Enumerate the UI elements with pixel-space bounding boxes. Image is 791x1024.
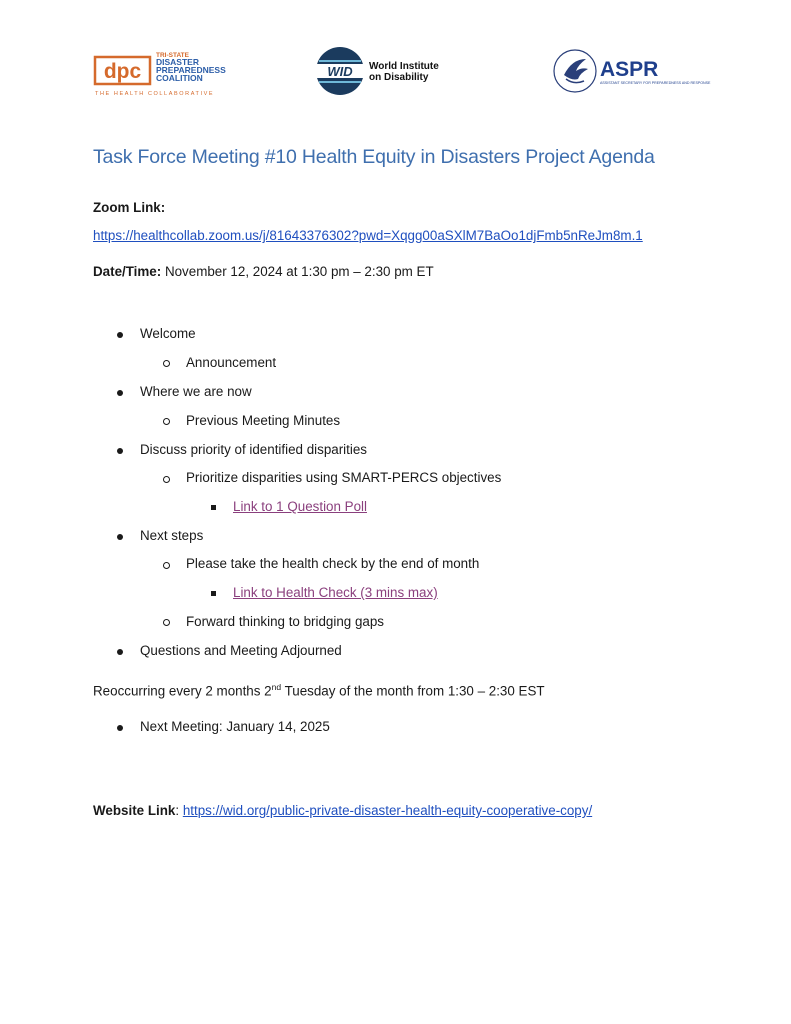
circle-bullet-icon	[163, 476, 170, 483]
agenda-subitem-health-check: Please take the health check by the end of month	[186, 556, 480, 571]
bullet-icon	[117, 332, 123, 338]
health-check-link[interactable]: Link to Health Check (3 mins max)	[233, 585, 438, 600]
agenda-subitem-announcement: Announcement	[186, 355, 277, 370]
bullet-icon	[117, 448, 123, 454]
svg-text:WID: WID	[327, 64, 353, 79]
recurring-pre: Reoccurring every 2 months 2	[93, 683, 272, 699]
svg-text:TRI-STATE: TRI-STATE	[156, 52, 189, 59]
circle-bullet-icon	[163, 562, 170, 569]
website-label: Website Link	[93, 803, 176, 818]
svg-text:PREPAREDNESS: PREPAREDNESS	[156, 65, 226, 75]
bullet-icon	[117, 534, 123, 540]
recurring-sup: nd	[271, 682, 282, 692]
bullet-icon	[117, 649, 123, 655]
zoom-label: Zoom Link:	[93, 200, 166, 215]
next-meeting: Next Meeting: January 14, 2025	[140, 719, 330, 734]
dpc-mark-text: dpc	[103, 60, 142, 83]
svg-text:on Disability: on Disability	[369, 72, 429, 83]
datetime-label: Date/Time:	[93, 264, 162, 279]
wid-logo	[313, 44, 458, 98]
agenda-item-discuss: Discuss priority of identified disparities	[140, 442, 367, 457]
svg-text:ASSISTANT SECRETARY FOR PREPAR: ASSISTANT SECRETARY FOR PREPAREDNESS AND RESPONSE	[600, 81, 711, 85]
svg-text:World Institute: World Institute	[369, 61, 439, 72]
svg-text:THE HEALTH COLLABORATIVE: THE HEALTH COLLABORATIVE	[95, 91, 215, 97]
circle-bullet-icon	[163, 619, 170, 626]
svg-text:DISASTER: DISASTER	[156, 57, 199, 67]
square-bullet-icon	[211, 505, 216, 510]
agenda-item-questions: Questions and Meeting Adjourned	[140, 643, 342, 658]
circle-bullet-icon	[163, 418, 170, 425]
svg-text:COALITION: COALITION	[156, 73, 203, 83]
website-link[interactable]: https://wid.org/public-private-disaster-health-equity-cooperative-copy/	[182, 803, 593, 818]
agenda-item-where: Where we are now	[140, 384, 252, 399]
square-bullet-icon	[211, 591, 216, 596]
agenda-item-next-steps: Next steps	[140, 528, 204, 543]
dpc-logo	[93, 45, 228, 100]
poll-link[interactable]: Link to 1 Question Poll	[233, 499, 367, 514]
recurring-line	[93, 682, 545, 698]
datetime-value: November 12, 2024 at 1:30 pm – 2:30 pm ET	[161, 264, 434, 279]
aspr-logo	[552, 45, 711, 97]
website-colon: :	[175, 803, 183, 818]
zoom-link[interactable]: https://healthcollab.zoom.us/j/81643376302?pwd=Xqgg00aSXlM7BaOo1djFmb5nReJm8m.1	[93, 228, 643, 243]
recurring-post: Tuesday of the month from 1:30 – 2:30 EST	[281, 683, 545, 699]
svg-text:ASPR: ASPR	[600, 58, 659, 81]
agenda-subitem-prioritize: Prioritize disparities using SMART-PERCS objectives	[186, 470, 502, 485]
page-title: Task Force Meeting #10 Health Equity in Disasters Project Agenda	[93, 146, 655, 168]
agenda-subitem-forward: Forward thinking to bridging gaps	[186, 614, 384, 629]
bullet-icon	[117, 725, 123, 731]
website-line	[93, 803, 592, 818]
circle-bullet-icon	[163, 360, 170, 367]
datetime-line	[93, 264, 434, 279]
bullet-icon	[117, 390, 123, 396]
agenda-subitem-minutes: Previous Meeting Minutes	[186, 413, 341, 428]
agenda-item-welcome: Welcome	[140, 326, 196, 341]
